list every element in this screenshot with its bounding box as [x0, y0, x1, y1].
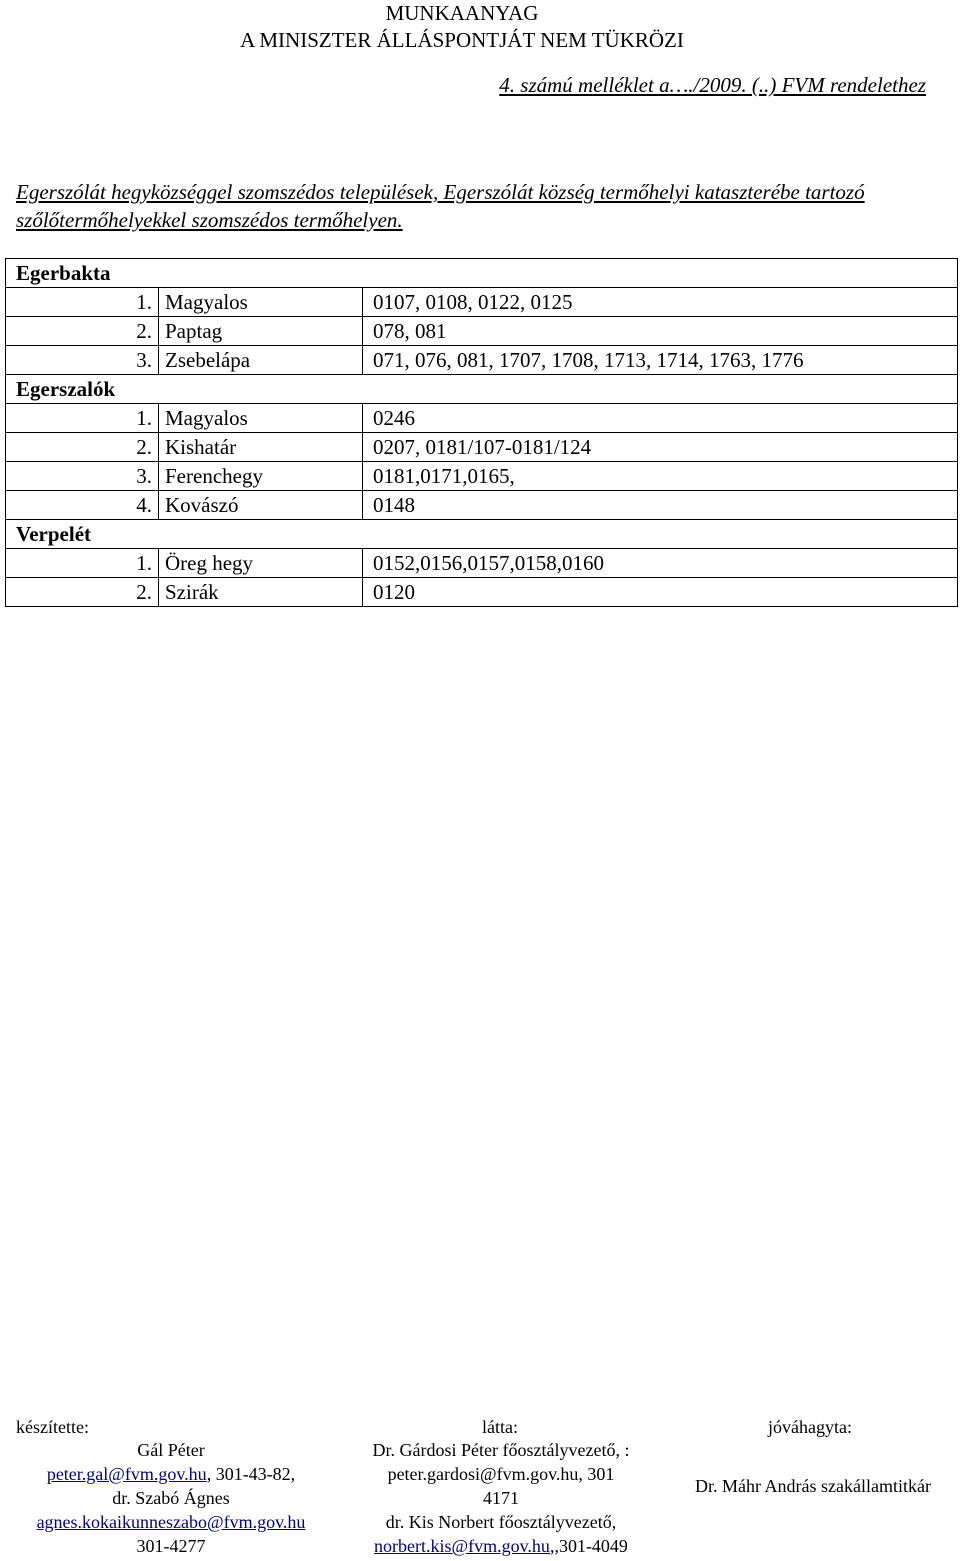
- prepared-email-2[interactable]: agnes.kokaikunneszabo@fvm.gov.hu: [36, 1512, 306, 1532]
- town-name: Egerszalók: [6, 375, 958, 404]
- vineyard-name: Kishatár: [159, 433, 363, 462]
- approved-name: Dr. Máhr András szakállamtitkár: [695, 1476, 931, 1496]
- seen-phone: ,,301-4049: [549, 1536, 628, 1556]
- vineyard-num: 1.: [6, 288, 159, 317]
- town-row: [6, 259, 958, 288]
- vineyard-name: Paptag: [159, 317, 363, 346]
- vineyard-num: 2.: [6, 433, 159, 462]
- vineyard-name: Öreg hegy: [159, 549, 363, 578]
- seen-line-4: dr. Kis Norbert főosztályvezető,: [385, 1512, 617, 1532]
- vineyard-lots: 0120: [363, 578, 958, 607]
- seen-line-1: Dr. Gárdosi Péter főosztályvezető, :: [372, 1440, 630, 1460]
- vineyard-name: Szirák: [159, 578, 363, 607]
- seen-block: [336, 1438, 666, 1558]
- prepared-contact-1: [5, 1462, 337, 1486]
- prepared-label: készítette:: [16, 1417, 89, 1437]
- vineyard-row: [6, 404, 958, 433]
- seen-email[interactable]: norbert.kis@fvm.gov.hu: [374, 1536, 550, 1556]
- vineyard-num: 1.: [6, 404, 159, 433]
- approved-label: jóváhagyta:: [768, 1417, 852, 1437]
- town-name: Verpelét: [6, 520, 958, 549]
- seen-line-3: 4171: [483, 1488, 519, 1508]
- header-line-1: MUNKAANYAG: [385, 1, 539, 25]
- vineyard-num: 3.: [6, 462, 159, 491]
- vineyard-lots: 0181,0171,0165,: [363, 462, 958, 491]
- vineyard-num: 1.: [6, 549, 159, 578]
- town-row: [6, 375, 958, 404]
- vineyard-lots: 0148: [363, 491, 958, 520]
- vineyard-name: Zsebelápa: [159, 346, 363, 375]
- annex-reference: 4. számú melléklet a…./2009. (..) FVM rendelethez: [499, 73, 926, 97]
- locations-table: [5, 258, 958, 607]
- prepared-block: [5, 1438, 337, 1558]
- vineyard-num: 2.: [6, 578, 159, 607]
- intro-text: Egerszólát hegyközséggel szomszédos települések, Egerszólát község termőhelyi kataszterébe tartozó szőlőtermőhelyekkel szomszédos termőhelyen.: [16, 180, 865, 232]
- vineyard-num: 3.: [6, 346, 159, 375]
- vineyard-row: [6, 491, 958, 520]
- vineyard-lots: 0207, 0181/107-0181/124: [363, 433, 958, 462]
- prepared-name-2: dr. Szabó Ágnes: [112, 1488, 230, 1508]
- vineyard-row: [6, 288, 958, 317]
- vineyard-name: Ferenchegy: [159, 462, 363, 491]
- vineyard-lots: 078, 081: [363, 317, 958, 346]
- vineyard-name: Magyalos: [159, 288, 363, 317]
- vineyard-num: 2.: [6, 317, 159, 346]
- vineyard-row: [6, 462, 958, 491]
- vineyard-lots: 0152,0156,0157,0158,0160: [363, 549, 958, 578]
- vineyard-row: [6, 578, 958, 607]
- prepared-phone-2: 301-4277: [136, 1536, 206, 1556]
- vineyard-name: Magyalos: [159, 404, 363, 433]
- vineyard-name: Kovászó: [159, 491, 363, 520]
- vineyard-lots: 0246: [363, 404, 958, 433]
- seen-label: látta:: [482, 1417, 518, 1437]
- vineyard-row: [6, 549, 958, 578]
- header-line-2: A MINISZTER ÁLLÁSPONTJÁT NEM TÜKRÖZI: [240, 28, 684, 52]
- vineyard-row: [6, 346, 958, 375]
- prepared-email-1[interactable]: peter.gal@fvm.gov.hu: [46, 1464, 207, 1484]
- town-name: Egerbakta: [6, 259, 958, 288]
- prepared-phone-1: , 301-43-82,: [206, 1464, 296, 1484]
- vineyard-row: [6, 433, 958, 462]
- vineyard-row: [6, 317, 958, 346]
- prepared-name-1: Gál Péter: [137, 1440, 205, 1460]
- vineyard-lots: 0107, 0108, 0122, 0125: [363, 288, 958, 317]
- town-row: [6, 520, 958, 549]
- seen-line-2: peter.gardosi@fvm.gov.hu, 301: [387, 1464, 615, 1484]
- vineyard-lots: 071, 076, 081, 1707, 1708, 1713, 1714, 1763, 1776: [363, 346, 958, 375]
- vineyard-num: 4.: [6, 491, 159, 520]
